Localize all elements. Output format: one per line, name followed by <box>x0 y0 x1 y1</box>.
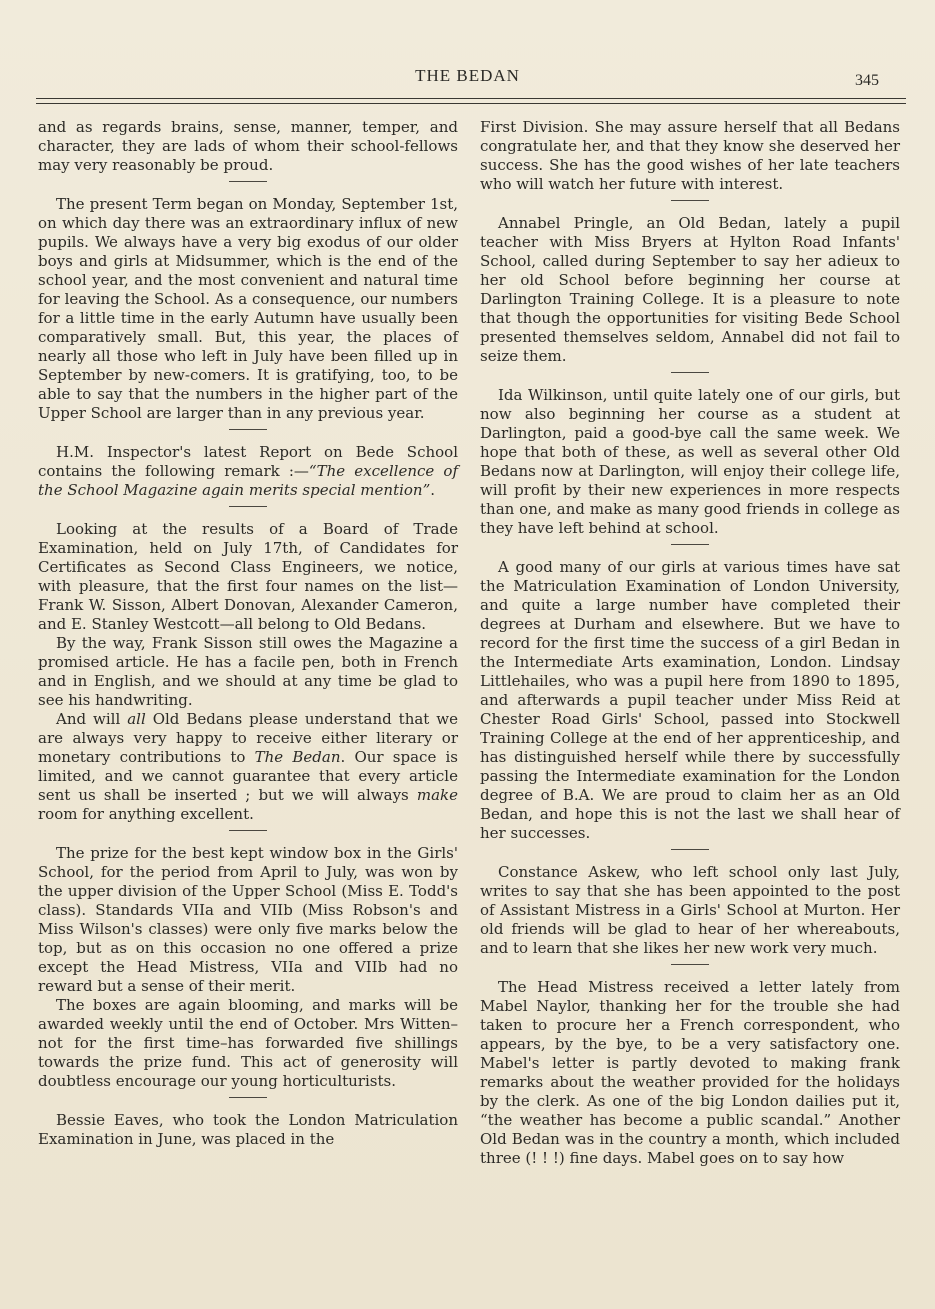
section-divider <box>671 964 709 965</box>
paragraph: The Head Mistress received a letter lately from Mabel Naylor, thanking her for the trouble she had taken to procure her a French correspondent, who appears, by the bye, to be a very satisfactory one. Mabel's letter is partly devoted to making frank remarks about the weather provided for the holidays by the clerk. As one of the big London dailies put it, “the weather has become a public scandal.” Another Old Bedan was in the country a month, which included three (! ! !) fine days. Mabel goes on to say how <box>480 978 900 1167</box>
text-run: And will <box>56 710 128 728</box>
running-title: THE BEDAN <box>415 66 520 85</box>
magazine-title: The Bedan <box>254 748 341 766</box>
paragraph: A good many of our girls at various times have sat the Matriculation Examination of London University, and quite a large number have completed their degrees at Durham and elsewhere. But we have to record for the first time the success of a girl Bedan in the Intermediate Arts examination, London. Lindsay Littlehailes, who was a pupil here from 1890 to 1895, and afterwards a pupil teacher under Miss Reid at Chester Road Girls' School, passed into Stockwell Training College at the end of her apprenticeship, and has distinguished herself while there by successfully passing the Intermediate examination for the London degree of B.A. We are proud to claim her as an Old Bedan, and hope this is not the last we shall hear of her successes. <box>480 558 900 842</box>
paragraph <box>38 710 458 824</box>
text-run: . <box>430 481 436 499</box>
section-divider <box>671 200 709 201</box>
text-run: . Our space is limited, and we cannot guarantee that every article sent us shall be inserted ; but we will always <box>38 748 459 804</box>
section-divider <box>229 181 267 182</box>
paragraph: Ida Wilkinson, until quite lately one of our girls, but now also beginning her course as a student at Darlington, paid a good-bye call the same week. We hope that both of these, as well as several other Old Bedans now at Darlington, will enjoy their college life, will profit by their new experiences in more respects than one, and make as many good friends in college as they have left behind at school. <box>480 386 900 537</box>
paragraph: The present Term began on Monday, September 1st, on which day there was an extraordinary influx of new pupils. We always have a very big exodus of our older boys and girls at Midsummer, which is the end of the school year, and the most convenient and natural time for leaving the School. As a consequence, our numbers for a little time in the early Autumn have usually been comparatively small. But, this year, the places of nearly all those who left in July have been filled up in September by new-comers. It is gratifying, too, to be able to say that the numbers in the higher part of the Upper School are larger than in any previous year. <box>38 195 458 422</box>
paragraph: First Division. She may assure herself that all Bedans congratulate her, and that they know she deserved her success. She has the good wishes of her late teachers who will watch her future with interest. <box>480 118 900 193</box>
section-divider <box>229 830 267 831</box>
paragraph: Looking at the results of a Board of Trade Examination, held on July 17th, of Candidates for Certificates as Second Class Engineers, we notice, with pleasure, that the first four names on the list—Frank W. Sisson, Albert Donovan, Alexander Cameron, and E. Stanley Westcott—all belong to Old Bedans. <box>38 520 458 633</box>
header-rule <box>36 98 906 99</box>
emphasis: make <box>416 786 458 804</box>
paragraph: Annabel Pringle, an Old Bedan, lately a pupil teacher with Miss Bryers at Hylton Road Infants' School, called during September to say her adieux to her old School before beginning her course at Darlington Training College. It is a pleasure to note that though the opportunities for visiting Bede School presented themselves seldom, Annabel did not fail to seize them. <box>480 214 900 365</box>
paragraph: Constance Askew, who left school only last July, writes to say that she has been appointed to the post of Assistant Mistress in a Girls' School at Murton. Her old friends will be glad to hear of her whereabouts, and to learn that she likes her new work very much. <box>480 863 900 957</box>
header-rule-lower <box>36 103 906 104</box>
text-run: Old Bedans please understand that we are always very happy to receive either literary or monetary contributions to <box>38 710 458 766</box>
section-divider <box>671 544 709 545</box>
paragraph: The prize for the best kept window box in the Girls' School, for the period from April to July, was won by the upper division of the Upper School (Miss E. Todd's class). Standards VIIa and VIIb (Miss Robson's and Miss Wilson's classes) were only five marks below the top, but as on this occasion no one offered a prize except the Head Mistress, VIIa and VIIb had no reward but a sense of their merit. <box>38 844 458 995</box>
page-number: 345 <box>855 72 879 89</box>
section-divider <box>229 429 267 430</box>
paragraph: The boxes are again blooming, and marks will be awarded weekly until the end of October. Mrs Witten–not for the first time–has forwarded five shillings towards the prize fund. This act of generosity will doubtless encourage our young horticulturists. <box>38 996 458 1090</box>
paragraph <box>38 443 458 500</box>
inspector-quote: “The excellence of the School Magazine again merits special mention” <box>38 462 458 499</box>
text-run: H.M. Inspector's latest Report on Bede School contains the following remark :— <box>38 443 458 480</box>
paragraph: By the way, Frank Sisson still owes the Magazine a promised article. He has a facile pen, both in French and in English, and we should at any time be glad to see his handwriting. <box>38 634 458 709</box>
paragraph: and as regards brains, sense, manner, temper, and character, they are lads of whom their school-fellows may very reasonably be proud. <box>38 118 458 174</box>
text-run: room for anything excellent. <box>38 805 254 823</box>
right-column <box>480 118 900 1168</box>
emphasis: all <box>127 710 146 728</box>
section-divider <box>229 1097 267 1098</box>
section-divider <box>671 372 709 373</box>
section-divider <box>671 849 709 850</box>
left-column <box>38 118 458 1149</box>
paragraph: Bessie Eaves, who took the London Matriculation Examination in June, was placed in the <box>38 1111 458 1148</box>
section-divider <box>229 506 267 507</box>
